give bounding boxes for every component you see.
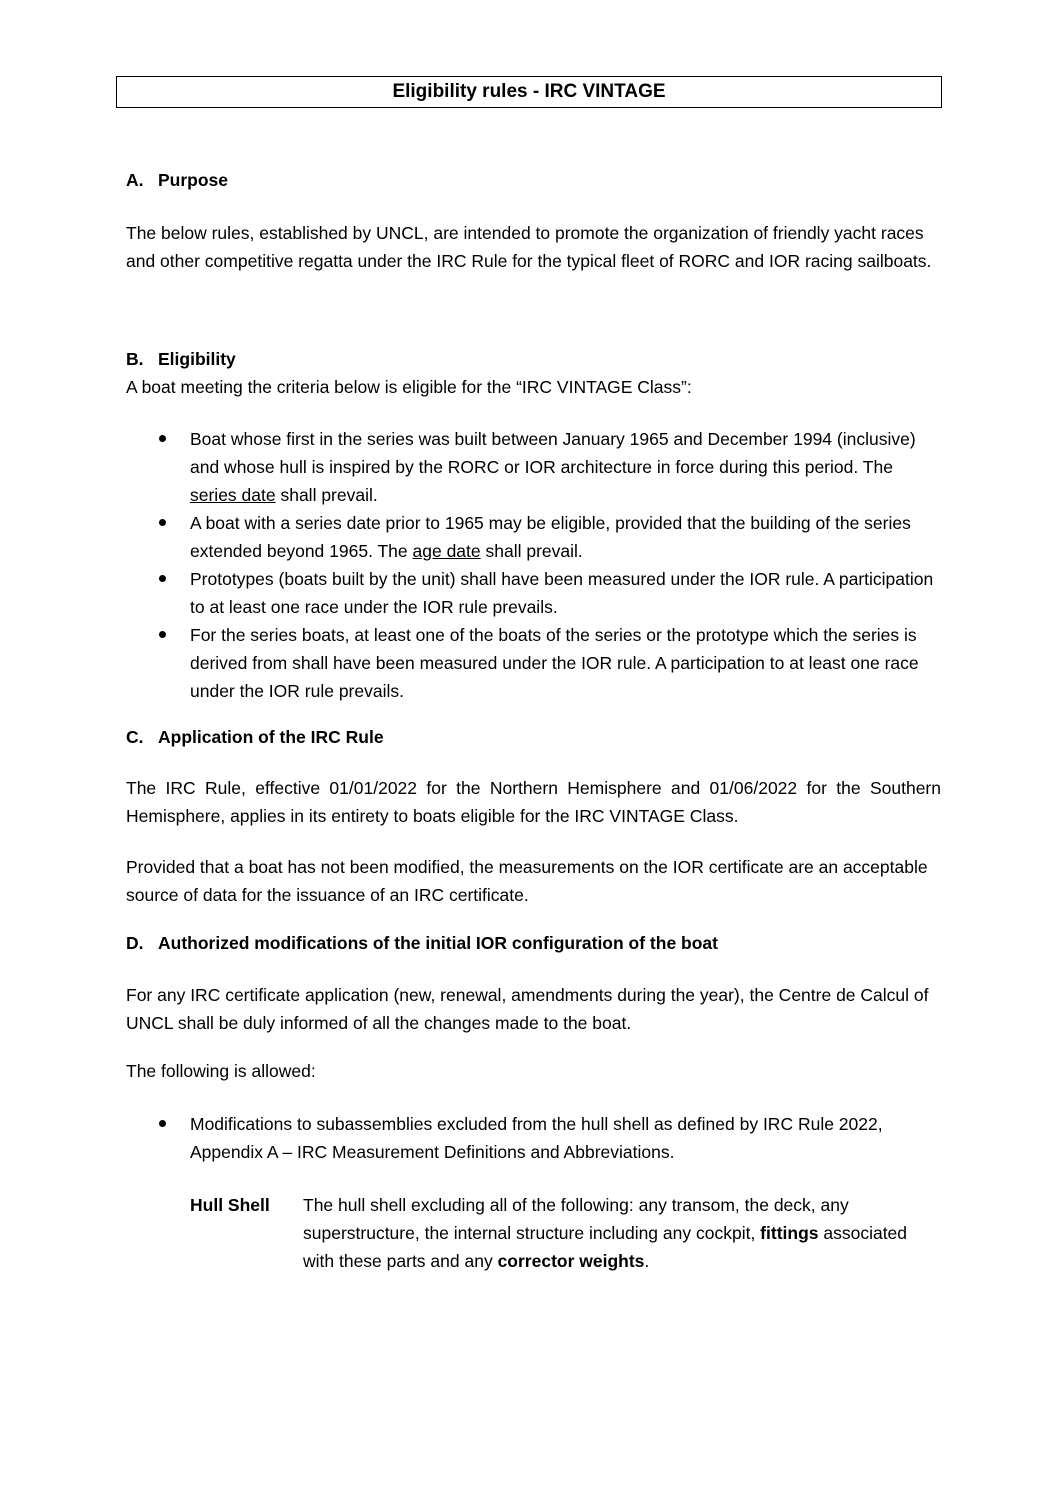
section-c-title: Application of the IRC Rule [158,727,384,747]
list-item: Modifications to subassemblies excluded from the hull shell as defined by IRC Rule 2022, Appendix A – IRC Measurement Definitions and Abbreviations. [126,1110,941,1166]
section-a-heading [126,166,228,194]
definition-text: The hull shell excluding all of the following: any transom, the deck, any superstructure, the internal structure including any cockpit, fittings associated with these parts and any corrector weights. [303,1195,908,1271]
list-item: Boat whose first in the series was built between January 1965 and December 1994 (inclusive) and whose hull is inspired by the RORC or IOR architecture in force during this period. The series date shall prevail. [126,425,941,509]
bullet-icon [159,435,166,442]
section-a-letter: A. [126,170,144,190]
bullet-icon [159,519,166,526]
section-b-intro: A boat meeting the criteria below is eligible for the “IRC VINTAGE Class”: [126,377,692,397]
eligibility-criteria-list [126,425,941,705]
bullet-icon [159,631,166,638]
list-item: A boat with a series date prior to 1965 may be eligible, provided that the building of the series extended beyond 1965. The age date shall prevail. [126,509,941,565]
definition-term: Hull Shell [190,1195,270,1215]
section-d-heading [126,929,718,957]
list-item: For the series boats, at least one of the boats of the series or the prototype which the series is derived from shall have been measured under the IOR rule. A participation to at least one race under the IOR rule prevails. [126,621,941,705]
allowed-modifications-list [126,1110,941,1166]
section-a-title: Purpose [158,170,229,190]
section-d-title: Authorized modifications of the initial IOR configuration of the boat [158,933,718,953]
section-d-paragraph-2: The following is allowed: [126,1061,316,1081]
fittings-term: fittings [760,1223,819,1243]
bullet-icon [159,1120,166,1127]
section-c-paragraph-1: The IRC Rule, effective 01/01/2022 for the Northern Hemisphere and 01/06/2022 for the Southern Hemisphere, applies in its entirety to boats eligible for the IRC VINTAGE Class. [126,778,941,826]
section-a-paragraph: The below rules, established by UNCL, are intended to promote the organization of friendly yacht races and other competitive regatta under the IRC Rule for the typical fleet of RORC and IOR racing sailboats. [126,223,932,271]
bullet-icon [159,575,166,582]
section-c-heading [126,723,384,751]
section-d-paragraph-1: For any IRC certificate application (new, renewal, amendments during the year), the Centre de Calcul of UNCL shall be duly informed of all the changes made to the boat. [126,985,929,1033]
age-date-term: age date [412,541,481,561]
section-b-heading [126,345,236,373]
corrector-weights-term: corrector weights [497,1251,645,1271]
section-c-letter: C. [126,727,144,747]
section-b-title: Eligibility [158,349,236,369]
section-d-letter: D. [126,933,144,953]
list-item: Prototypes (boats built by the unit) shall have been measured under the IOR rule. A participation to at least one race under the IOR rule prevails. [126,565,941,621]
section-b-letter: B. [126,349,144,369]
page-title: Eligibility rules - IRC VINTAGE [116,76,942,108]
section-c-paragraph-2: Provided that a boat has not been modified, the measurements on the IOR certificate are an acceptable source of data for the issuance of an IRC certificate. [126,857,928,905]
series-date-term: series date [190,485,276,505]
